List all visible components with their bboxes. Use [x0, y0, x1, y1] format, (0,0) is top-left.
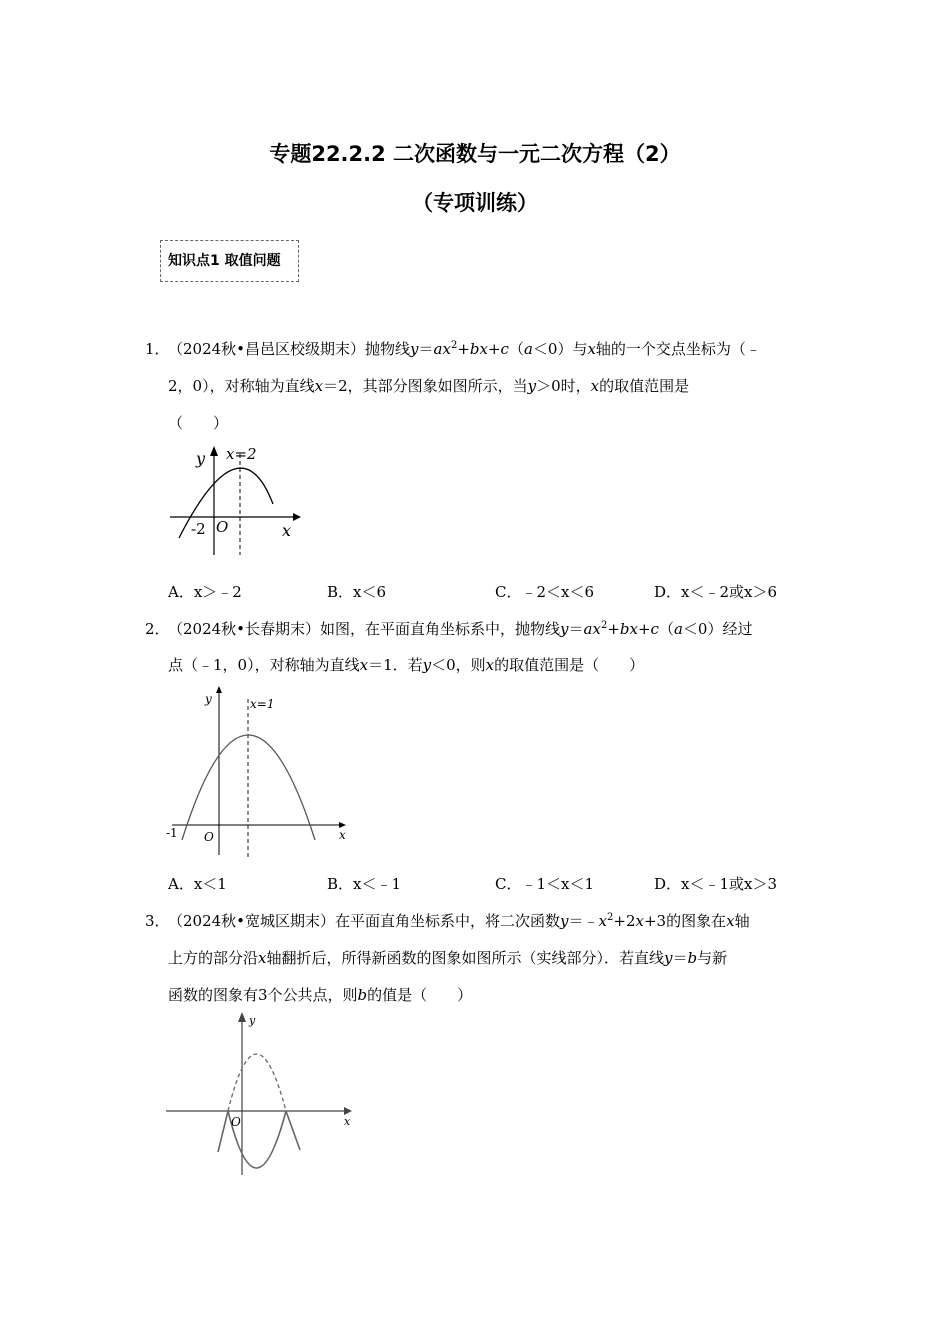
q3-line-3: 函数的图象有3个公共点，则b的值是（ ）	[168, 986, 473, 1004]
section-label: 知识点1 取值问题	[160, 240, 299, 282]
q2-parabola	[182, 735, 315, 840]
q1-option-c[interactable]: C．﹣2＜x＜6	[495, 583, 595, 601]
q3-number: 3．	[145, 912, 170, 930]
q1-origin-label: O	[216, 518, 229, 536]
q3-x-label: x	[344, 1115, 351, 1128]
q2-y-label: y	[205, 692, 212, 706]
q3-graph	[160, 1010, 360, 1180]
q1-line-1: （2024秋•昌邑区校级期末）抛物线$y=ax^2+bx+c(a<0)$与x轴的一个交点坐标为（﹣	[168, 340, 761, 358]
q3-x-arrow	[344, 1107, 352, 1115]
q2-root-label: -1	[166, 826, 178, 840]
page-subtitle: （专项训练）	[412, 191, 538, 215]
q2-sym-label: x=1	[250, 697, 275, 711]
q2-x-label: x	[339, 828, 346, 842]
q1-graph	[165, 440, 305, 560]
q1-y-arrow	[210, 446, 218, 456]
q1-option-d[interactable]: D．x＜﹣2或x＞6	[654, 583, 778, 601]
q1-y-label: y	[196, 449, 206, 468]
q2-origin-label: O	[204, 830, 214, 844]
q2-number: 2．	[145, 620, 170, 638]
q1-x-arrow	[293, 513, 301, 521]
q1-root-label: -2	[191, 520, 206, 538]
q1-number: 1．	[145, 340, 170, 358]
q2-option-d[interactable]: D．x＜﹣1或x＞3	[654, 875, 778, 893]
q3-y-arrow	[238, 1012, 246, 1022]
q2-graph	[160, 685, 360, 860]
q2-option-c[interactable]: C．﹣1＜x＜1	[495, 875, 595, 893]
q3-dashed-arc	[228, 1054, 286, 1111]
q1-sym-label: x=2	[226, 445, 257, 463]
q2-option-a[interactable]: A．x＜1	[168, 875, 227, 893]
q3-line-2: 上方的部分沿x轴翻折后，所得新函数的图象如图所示（实线部分）．若直线y＝b与新	[168, 949, 728, 967]
q3-left-branch	[218, 1111, 228, 1152]
q2-line-1: （2024秋•长春期末）如图，在平面直角坐标系中，抛物线$y=ax^2+bx+c(a<0)$经过	[168, 620, 753, 638]
q2-y-arrow	[216, 686, 222, 693]
q2-option-b[interactable]: B．x＜﹣1	[327, 875, 402, 893]
q3-y-label: y	[249, 1014, 256, 1027]
q1-line-2: 2，0），对称轴为直线x＝2，其部分图象如图所示，当y＞0时，x的取值范围是	[168, 377, 690, 395]
q3-right-branch	[286, 1111, 300, 1150]
page-title: 专题22.2.2 二次函数与一元二次方程（2）	[269, 142, 681, 166]
q1-answer-blank: （ ）	[168, 414, 229, 432]
q1-option-a[interactable]: A．x＞﹣2	[168, 583, 242, 601]
q2-line-2: 点（﹣1，0），对称轴为直线x＝1．若y＜0，则x的取值范围是（ ）	[168, 656, 645, 674]
q3-origin-label: O	[231, 1115, 241, 1129]
q3-line-1: （2024秋•宽城区期末）在平面直角坐标系中，将二次函数$y=﹣x^2+2x+3$的图象在x轴	[168, 912, 750, 930]
q1-x-label: x	[282, 521, 292, 540]
q1-option-b[interactable]: B．x＜6	[327, 583, 387, 601]
